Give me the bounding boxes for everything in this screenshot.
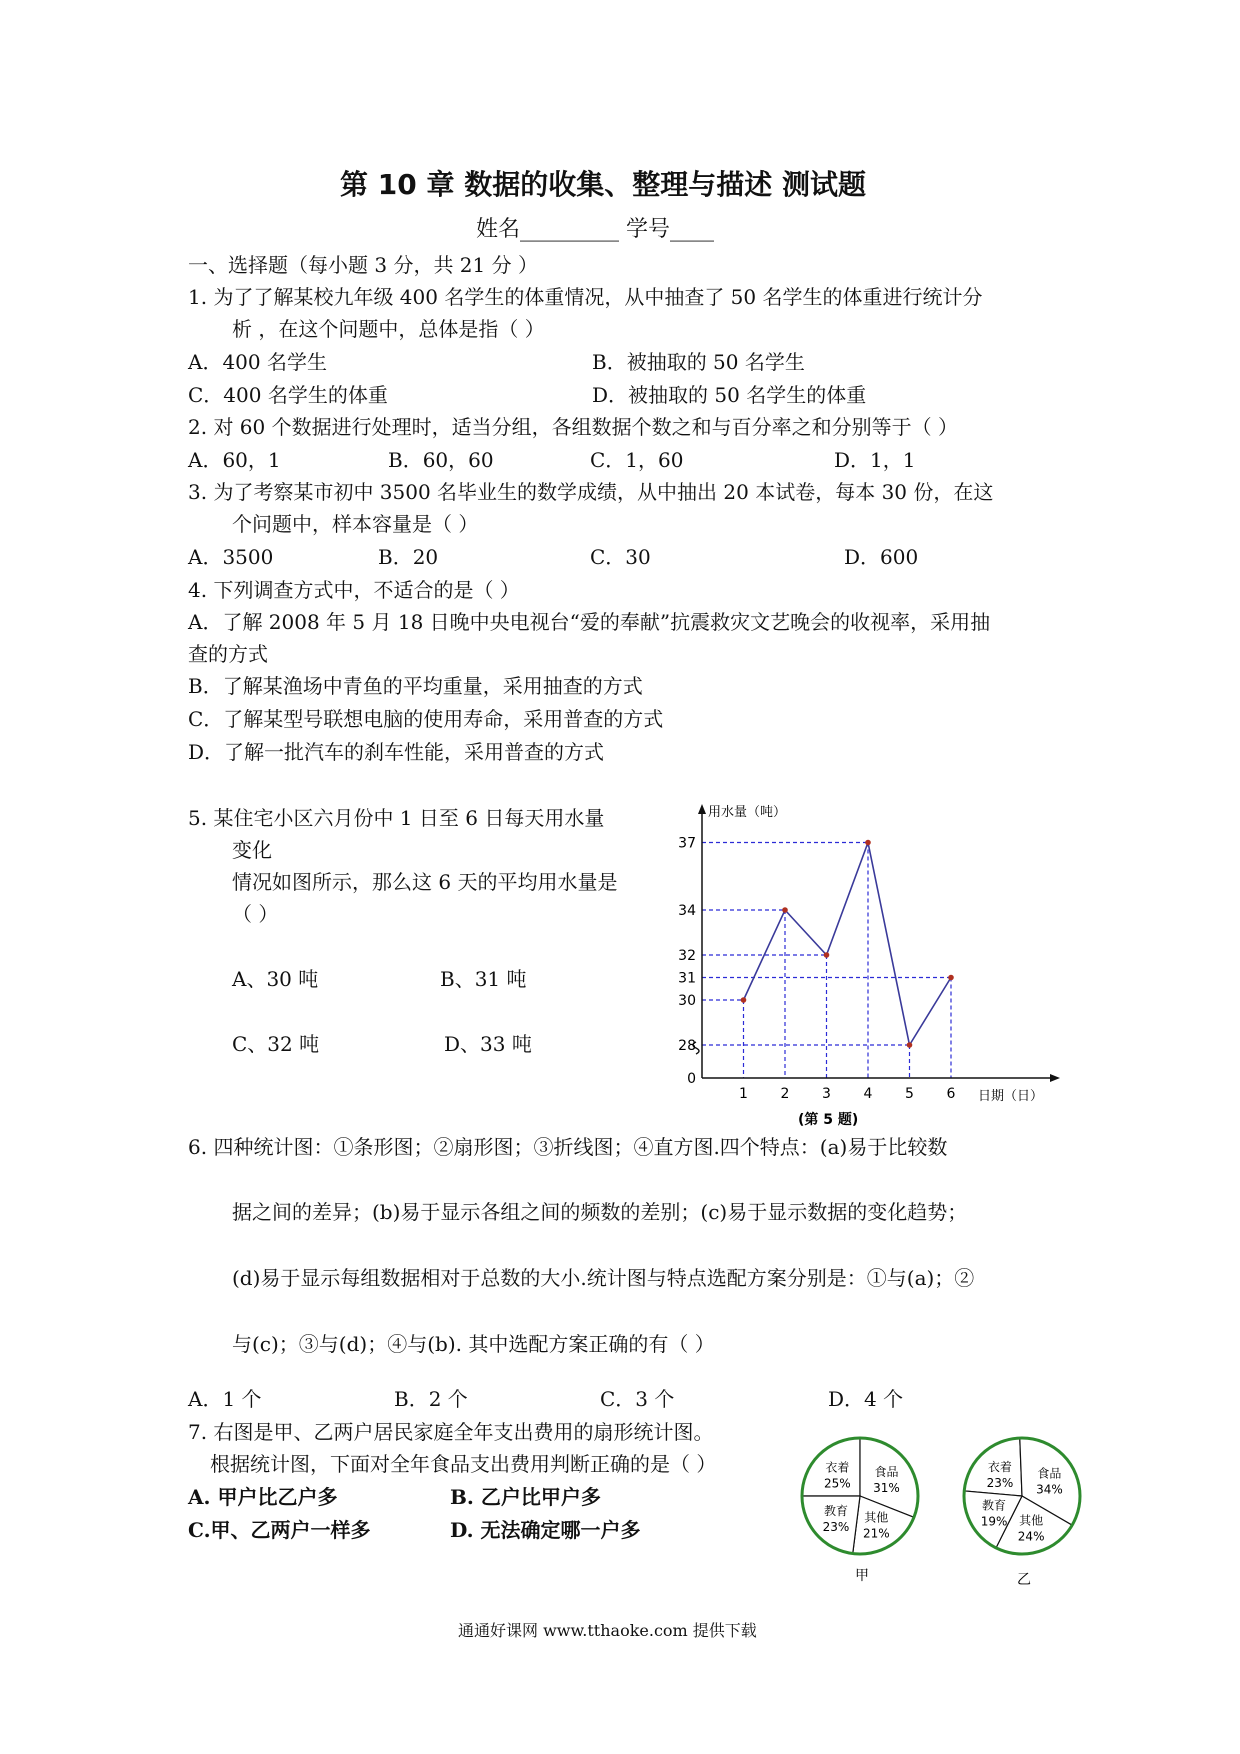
q3-option-a: A．3500 [188, 545, 274, 569]
name-id-line: 姓名_________ 学号____ [476, 217, 714, 242]
x-axis-label: 日期（日） [978, 1089, 1044, 1104]
q6-option-d: D．4 个 [828, 1387, 904, 1411]
q5-stem-line2: 变化 [232, 838, 272, 862]
data-point [824, 952, 830, 958]
slice-value-label: 24% [1017, 1529, 1045, 1544]
pie-chart-yi [958, 1426, 1088, 1586]
q5-option-c: C、32 吨 [232, 1032, 320, 1056]
q1-option-c: C．400 名学生的体重 [188, 383, 388, 407]
x-tick-label: 6 [946, 1086, 956, 1102]
q3-option-c: C．30 [590, 545, 651, 569]
y-tick-label: 28 [678, 1038, 696, 1054]
pie-chart-jia [796, 1426, 926, 1586]
x-tick-label: 3 [822, 1086, 831, 1102]
q6-option-c: C．3 个 [600, 1387, 675, 1411]
slice-category-label: 食品 [1037, 1466, 1062, 1481]
q3-option-d: D．600 [844, 545, 919, 569]
q4-option-a-line1: A．了解 2008 年 5 月 18 日晚中央电视台“爱的奉献”抗震救灾文艺晚会的收视率，采用抽 [188, 610, 991, 634]
q7-stem-line1: 7. 右图是甲、乙两户居民家庭全年支出费用的扇形统计图。 [188, 1420, 714, 1444]
pie-label: 乙 [1017, 1572, 1031, 1586]
data-point [865, 840, 871, 846]
q1-option-d: D．被抽取的 50 名学生的体重 [592, 383, 867, 407]
q6-line3: (d)易于显示每组数据相对于总数的大小.统计图与特点选配方案分别是：①与(a)；② [232, 1266, 975, 1290]
y-tick-label: 30 [678, 993, 696, 1009]
q4-stem: 4. 下列调查方式中，不适合的是（ ） [188, 578, 520, 602]
q1-stem-line2: 析 ，在这个问题中，总体是指（ ） [232, 317, 545, 341]
q5-option-d: D、33 吨 [444, 1032, 532, 1056]
x-tick-label: 4 [863, 1086, 873, 1102]
data-point [782, 907, 788, 913]
q6-line2: 据之间的差异；(b)易于显示各组之间的频数的差别；(c)易于显示数据的变化趋势； [232, 1200, 968, 1224]
q7-option-b: B. 乙户比甲户多 [450, 1485, 601, 1509]
page-title: 第 10 章 数据的收集、整理与描述 测试题 [340, 168, 866, 201]
series-line [744, 843, 952, 1046]
water-usage-line-chart [660, 800, 1060, 1130]
q4-option-c: C．了解某型号联想电脑的使用寿命，采用普查的方式 [188, 707, 664, 731]
q5-stem-line3: 情况如图所示，那么这 6 天的平均用水量是 [232, 870, 618, 894]
q2-option-a: A．60，1 [188, 448, 281, 472]
data-point [907, 1042, 913, 1048]
slice-value-label: 21% [862, 1526, 890, 1541]
slice-value-label: 23% [822, 1520, 850, 1535]
q6-line1: 6. 四种统计图：①条形图；②扇形图；③折线图；④直方图.四个特点：(a)易于比较数 [188, 1135, 948, 1159]
slice-value-label: 19% [980, 1514, 1008, 1529]
slice-value-label: 25% [824, 1476, 851, 1491]
q4-option-b: B．了解某渔场中青鱼的平均重量，采用抽查的方式 [188, 674, 643, 698]
y-tick-label: 34 [678, 903, 696, 919]
data-point [948, 975, 954, 981]
q3-stem-line2: 个问题中，样本容量是（ ） [232, 512, 479, 536]
y-axis-arrow [698, 804, 706, 814]
slice-category-label: 教育 [982, 1498, 1007, 1513]
footer-credit: 通通好课网 www.tthaoke.com 提供下载 [458, 1621, 757, 1640]
slice-category-label: 食品 [874, 1465, 899, 1480]
q1-option-b: B．被抽取的 50 名学生 [592, 350, 805, 374]
q7-option-a: A. 甲户比乙户多 [188, 1485, 338, 1509]
q3-option-b: B．20 [378, 545, 439, 569]
q3-stem-line1: 3. 为了考察某市初中 3500 名毕业生的数学成绩，从中抽出 20 本试卷，每本 30 份，在这 [188, 480, 994, 504]
q1-option-a: A．400 名学生 [188, 350, 327, 374]
y-tick-label: 31 [678, 970, 696, 987]
q1-stem-line1: 1. 为了了解某校九年级 400 名学生的体重情况，从中抽查了 50 名学生的体重进行统计分 [188, 285, 983, 309]
q7-option-d: D. 无法确定哪一户多 [450, 1518, 641, 1542]
slice-category-label: 衣着 [825, 1460, 850, 1475]
section-heading: 一、选择题（每小题 3 分，共 21 分 ） [188, 253, 538, 277]
x-tick-label: 5 [905, 1086, 914, 1102]
y-tick-label: 37 [678, 835, 696, 852]
q6-option-b: B．2 个 [394, 1387, 468, 1411]
pie-label: 甲 [855, 1568, 869, 1584]
slice-value-label: 34% [1036, 1482, 1063, 1497]
x-tick-label: 1 [739, 1086, 748, 1102]
q4-option-d: D．了解一批汽车的刹车性能，采用普查的方式 [188, 740, 605, 764]
q4-option-a-line2: 查的方式 [188, 642, 268, 666]
slice-value-label: 23% [986, 1475, 1014, 1490]
x-tick-label: 2 [780, 1086, 790, 1102]
slice-category-label: 其他 [1019, 1513, 1044, 1528]
q5-stem-line1: 5. 某住宅小区六月份中 1 日至 6 日每天用水量 [188, 806, 605, 830]
q2-stem: 2. 对 60 个数据进行处理时，适当分组，各组数据个数之和与百分率之和分别等于（ ） [188, 415, 958, 439]
q2-option-c: C．1，60 [590, 448, 684, 472]
q2-option-b: B．60，60 [388, 448, 494, 472]
q6-line4: 与(c)；③与(d)；④与(b). 其中选配方案正确的有（ ） [232, 1332, 715, 1356]
q5-option-b: B、31 吨 [440, 967, 527, 991]
slice-category-label: 衣着 [987, 1459, 1012, 1474]
x-axis-arrow [1050, 1074, 1060, 1082]
q5-stem-line4: （ ） [232, 902, 279, 926]
slice-value-label: 31% [873, 1481, 900, 1496]
q5-option-a: A、30 吨 [232, 967, 319, 991]
y-tick-label: 0 [687, 1071, 696, 1087]
q6-option-a: A．1 个 [188, 1387, 262, 1411]
y-tick-label: 32 [678, 948, 696, 964]
slice-category-label: 教育 [823, 1504, 849, 1519]
data-point [741, 997, 747, 1003]
q7-option-c: C.甲、乙两户一样多 [188, 1518, 371, 1542]
chart-caption: (第 5 题) [798, 1112, 859, 1128]
q2-option-d: D．1，1 [834, 448, 916, 472]
q7-stem-line2: 根据统计图，下面对全年食品支出费用判断正确的是（ ） [210, 1452, 717, 1476]
y-axis-label: 用水量（吨） [708, 805, 787, 820]
slice-category-label: 其他 [864, 1510, 889, 1525]
